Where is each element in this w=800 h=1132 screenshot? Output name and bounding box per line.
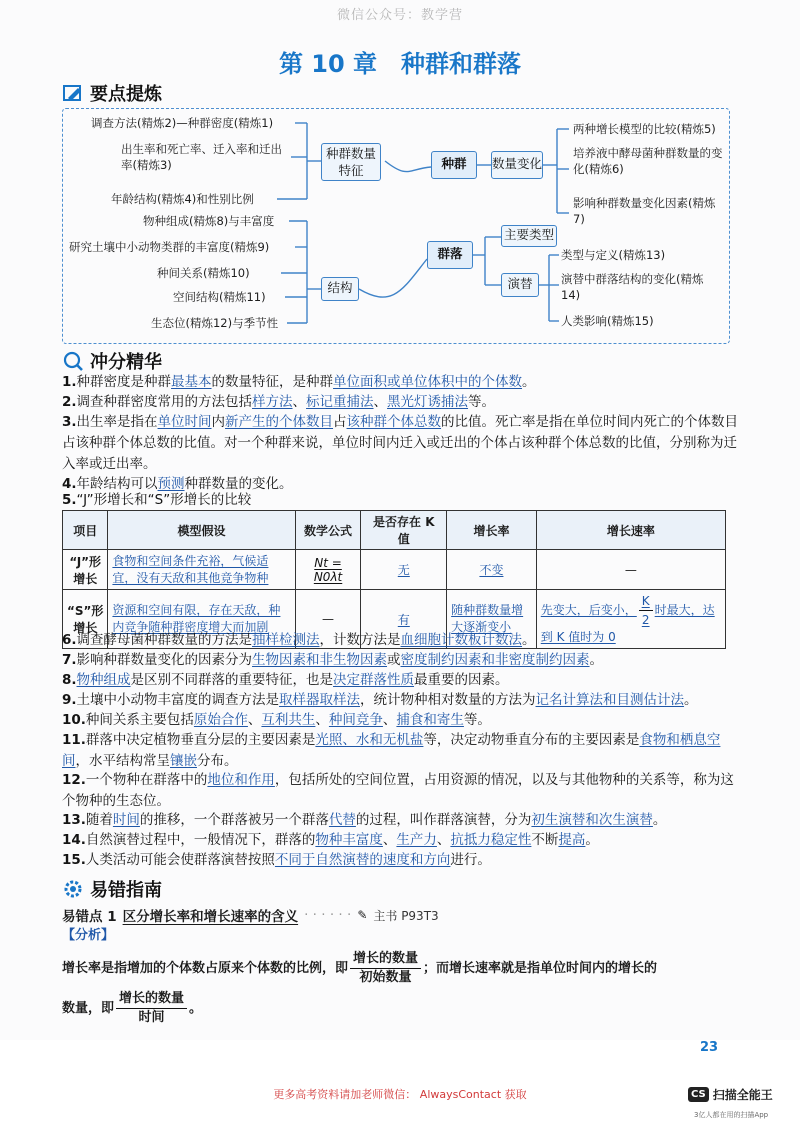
note-text: 自然演替过程中，一般情况下，群落的 xyxy=(85,832,316,848)
note-text: 。 xyxy=(589,652,604,668)
book-icon: ✎ xyxy=(357,908,368,922)
note-answer: 抗抵力稳定性 xyxy=(450,832,532,848)
note-num: 13. xyxy=(62,812,86,828)
table-cell: “J”形增长 xyxy=(63,550,108,590)
note-answer: 物种丰富度 xyxy=(315,832,383,848)
note-text: 的比值。死亡率是指在单位时间内死亡的个体数目占该种群个体总数的比值。对一个种群来说，单位时间内迁入或迁出的个体占该种群个体总数的比值，分别称为迁入率或迁出率。 xyxy=(62,414,739,472)
note-9 xyxy=(62,690,742,711)
note-text: 随着 xyxy=(85,812,113,828)
note-text: 等，决定动物垂直分布的主要因素是 xyxy=(423,732,640,748)
analysis-text: 。 xyxy=(189,1001,203,1016)
table-cell: — xyxy=(536,550,725,590)
note-text: 、 xyxy=(436,832,451,848)
note-2 xyxy=(62,392,742,413)
note-text: 的过程，叫作群落演替，分为 xyxy=(355,812,532,828)
note-answer: 食物和栖息空间 xyxy=(62,732,721,769)
note-text: 群落中决定植物垂直分层的主要因素是 xyxy=(85,732,316,748)
map-box-main-types: 主要类型 xyxy=(501,225,557,247)
note-text: 最重要的因素。 xyxy=(414,672,509,688)
section-sprint-title: 冲分精华 xyxy=(90,352,162,373)
note-text: 等。 xyxy=(468,394,496,410)
note-answer: 种间竞争 xyxy=(328,712,383,728)
note-text: 影响种群数量变化的因素分为 xyxy=(76,652,253,668)
table-answer: 食物和空间条件充裕，气候适宜，没有天敌和其他竞争物种 xyxy=(112,553,269,585)
fraction-denominator: 初始数量 xyxy=(359,970,412,985)
map-box-community: 群落 xyxy=(427,241,473,269)
note-14 xyxy=(62,830,742,851)
error-point-label: 易错点 1 xyxy=(62,909,117,925)
table-answer: 时最大，达到 K 值时为 0 xyxy=(540,603,715,644)
map-box-succession: 演替 xyxy=(501,273,539,297)
analysis-text: 增长率是指增加的个体数占原来个体数的比例，即 xyxy=(62,961,349,976)
note-7 xyxy=(62,650,742,671)
note-answer: 代替 xyxy=(328,812,356,828)
note-answer: 记名计算法和目测估计法 xyxy=(535,692,685,708)
table-header: 项目 xyxy=(63,511,108,550)
note-answer: 该种群个体总数 xyxy=(346,414,442,430)
note-num: 7. xyxy=(62,652,77,668)
table-header: 数学公式 xyxy=(295,511,361,550)
note-answer: 最基本 xyxy=(171,374,212,390)
section-errors-title: 易错指南 xyxy=(90,880,162,901)
note-answer: 地位和作用 xyxy=(207,772,275,788)
fraction-numerator: K xyxy=(639,592,653,611)
table-header: 增长速率 xyxy=(536,511,725,550)
note-10 xyxy=(62,710,742,731)
note-text: 一个物种在群落中的 xyxy=(85,772,208,788)
table-cell: “S”形增长 xyxy=(63,590,108,649)
error-point-title: 区分增长率和增长速率的含义 xyxy=(122,909,299,925)
note-13 xyxy=(62,810,742,831)
note-6 xyxy=(62,630,742,651)
note-answer: 镶嵌 xyxy=(170,753,197,769)
table-answer: 不变 xyxy=(479,563,504,577)
map-item-age: 年龄结构(精炼4)和性别比例 xyxy=(111,192,254,206)
note-answer: 决定群落性质 xyxy=(333,672,415,688)
note-answer: 提高 xyxy=(558,832,586,848)
note-text: 进行。 xyxy=(450,852,491,868)
scanner-subtitle: 3亿人都在用的扫描App xyxy=(694,1111,769,1119)
table-answer: 无 xyxy=(397,563,410,577)
note-num: 14. xyxy=(62,832,86,848)
note-text: 、 xyxy=(315,712,329,728)
map-item-composition: 物种组成(精炼8)与丰富度 xyxy=(143,214,275,228)
analysis-label: 【分析】 xyxy=(62,928,115,943)
note-text: 、 xyxy=(382,712,397,728)
dotted-leader: · · · · · · xyxy=(304,907,352,923)
note-answer: 样方法 xyxy=(252,394,293,410)
table-formula: Nt = N0λt xyxy=(313,555,343,584)
note-num: 5. xyxy=(62,492,77,508)
map-item-spatial: 空间结构(精炼11) xyxy=(173,290,266,304)
note-text: 。 xyxy=(585,832,599,848)
note-answer: 单位面积或单位体积中的个体数 xyxy=(333,374,523,390)
map-item-structure-change: 演替中群落结构的变化(精炼14) xyxy=(561,272,704,302)
map-item-yeast: 培养液中酵母菌种群数量的变化(精炼6) xyxy=(573,146,723,176)
note-answer: 密度制约因素和非密度制约因素 xyxy=(400,652,590,668)
concept-map xyxy=(62,108,730,344)
note-text: 调查种群密度常用的方法包括 xyxy=(76,394,253,410)
note-text: 调查酵母菌种群数量的方法是 xyxy=(76,632,253,648)
analysis-text: 数量，即 xyxy=(62,1001,115,1016)
note-text: ，包括所处的空间位置，占用资源的情况，以及与其他物种的关系等，称为这个物种的生态位。 xyxy=(62,772,734,809)
map-item-growth-models: 两种增长模型的比较(精炼5) xyxy=(573,122,716,136)
note-num: 4. xyxy=(62,476,77,492)
note-text: 种间关系主要包括 xyxy=(85,712,194,728)
note-text: 的数量特征，是种群 xyxy=(211,374,334,390)
note-answer: 标记重捕法 xyxy=(306,394,374,410)
note-num: 9. xyxy=(62,692,77,708)
note-num: 10. xyxy=(62,712,86,728)
gear-icon xyxy=(62,878,84,900)
page-number: 23 xyxy=(700,1040,719,1055)
note-text: 等。 xyxy=(463,712,491,728)
table-header-row xyxy=(63,511,726,550)
map-item-niche: 生态位(精炼12)与季节性 xyxy=(151,316,279,330)
map-item-interspecies: 种间关系(精炼10) xyxy=(157,266,250,280)
note-text: ，水平结构常呈 xyxy=(75,753,170,769)
note-text: 占 xyxy=(333,414,347,430)
note-answer: 捕食和寄生 xyxy=(396,712,464,728)
note-text: 或 xyxy=(387,652,401,668)
map-item-survey: 调查方法(精炼2)—种群密度(精炼1) xyxy=(91,116,274,130)
analysis-line-2 xyxy=(62,990,742,1027)
note-text: ，统计物种相对数量的方法为 xyxy=(360,692,536,708)
note-answer: 初生演替和次生演替 xyxy=(531,812,653,828)
growth-comparison-table xyxy=(62,510,726,649)
error-point-tag: 主书 P93T3 xyxy=(373,908,439,923)
table-cell xyxy=(361,550,447,590)
error-point-row xyxy=(62,905,439,925)
note-text: 、 xyxy=(382,832,397,848)
note-answer: 光照、水和无机盐 xyxy=(315,732,424,748)
note-text: 、 xyxy=(292,394,307,410)
note-num: 12. xyxy=(62,772,86,788)
note-5 xyxy=(62,490,742,511)
analysis-text: ；而增长速率就是指单位时间内的增长的 xyxy=(423,961,658,976)
table-answer: 先变大，后变小， xyxy=(540,603,637,617)
table-answer: 随种群数量增大逐渐变小 xyxy=(451,603,524,634)
note-11 xyxy=(62,730,742,772)
note-num: 6. xyxy=(62,632,77,648)
table-header: 增长率 xyxy=(447,511,537,550)
magnifier-icon xyxy=(62,350,84,372)
chapter-title: 第 10 章 种群和群落 xyxy=(278,50,522,78)
note-answer: 新产生的个体数目 xyxy=(225,414,334,430)
section-sprint xyxy=(62,348,162,374)
note-text: 是区别不同群落的重要特征，也是 xyxy=(130,672,334,688)
section-errors xyxy=(62,876,162,902)
scanner-name: 扫描全能王 xyxy=(712,1088,773,1102)
table-cell xyxy=(447,550,537,590)
analysis-line-1 xyxy=(62,950,742,987)
note-15 xyxy=(62,850,742,871)
note-text: 种群数量的变化。 xyxy=(184,476,293,492)
map-item-soil: 研究土壤中小动物类群的丰富度(精炼9) xyxy=(69,240,270,254)
map-box-population: 种群 xyxy=(431,151,477,179)
table-header: 模型假设 xyxy=(108,511,295,550)
note-answer: 互利共生 xyxy=(261,712,316,728)
note-answer: 取样器取样法 xyxy=(279,692,361,708)
note-answer: 单位时间 xyxy=(157,414,212,430)
map-box-quantity-change: 数量变化 xyxy=(491,151,543,179)
note-answer: 黑光灯诱捕法 xyxy=(387,394,469,410)
note-1 xyxy=(62,372,742,393)
note-answer: 原始合作 xyxy=(193,712,248,728)
note-12 xyxy=(62,770,742,812)
fraction-k-over-2 xyxy=(639,592,653,629)
watermark: 微信公众号：教学营 xyxy=(336,8,463,23)
fraction-growth-speed xyxy=(116,990,187,1027)
note-text: 、 xyxy=(247,712,262,728)
footer-note: 更多高考资料请加老师微信： AlwaysContact 获取 xyxy=(273,1088,527,1101)
note-text: 、 xyxy=(373,394,388,410)
note-text: 分布。 xyxy=(197,753,238,769)
table-cell xyxy=(295,550,361,590)
fraction-denominator: 时间 xyxy=(138,1010,165,1025)
note-answer: 预测 xyxy=(157,476,185,492)
note-num: 1. xyxy=(62,374,77,390)
note-text: “J”形增长和“S”形增长的比较 xyxy=(76,492,252,508)
fraction-numerator: 增长的数量 xyxy=(350,950,421,969)
note-answer: 生物因素和非生物因素 xyxy=(252,652,388,668)
table-cell: — xyxy=(295,590,361,649)
note-text: 。 xyxy=(522,374,536,390)
note-answer: 时间 xyxy=(112,812,140,828)
scanner-badge: CS xyxy=(688,1087,709,1102)
map-item-factors: 影响种群数量变化因素(精炼7) xyxy=(573,196,716,226)
map-item-human: 人类影响(精炼15) xyxy=(561,314,654,328)
note-num: 2. xyxy=(62,394,77,410)
table-answer: 资源和空间有限，存在天敌，种内竞争随种群密度增大而加剧 xyxy=(112,603,281,634)
table-header: 是否存在 K 值 xyxy=(361,511,447,550)
note-num: 11. xyxy=(62,732,86,748)
note-8 xyxy=(62,670,742,691)
note-text: 。 xyxy=(522,632,536,648)
note-text: 种群密度是种群 xyxy=(76,374,172,390)
note-text: 人类活动可能会使群落演替按照 xyxy=(85,852,275,868)
note-text: 出生率是指在 xyxy=(76,414,158,430)
map-box-features: 种群数量特征 xyxy=(321,143,381,181)
note-answer: 血细胞计数板计数法 xyxy=(400,632,523,648)
pen-icon xyxy=(62,82,84,104)
map-item-types: 类型与定义(精炼13) xyxy=(561,248,666,262)
note-answer: 生产力 xyxy=(396,832,437,848)
fraction-growth-rate xyxy=(350,950,421,987)
table-row xyxy=(63,550,726,590)
note-num: 15. xyxy=(62,852,86,868)
note-answer: 物种组成 xyxy=(76,672,131,688)
note-text: 内 xyxy=(211,414,226,430)
map-item-rates: 出生率和死亡率、迁入率和迁出率(精炼3) xyxy=(121,142,282,172)
note-num: 8. xyxy=(62,672,77,688)
note-text: 土壤中小动物丰富度的调查方法是 xyxy=(76,692,280,708)
note-text: 。 xyxy=(684,692,698,708)
fraction-numerator: 增长的数量 xyxy=(116,990,187,1009)
note-3 xyxy=(62,412,742,475)
map-box-structure: 结构 xyxy=(321,277,359,301)
note-text: 年龄结构可以 xyxy=(76,476,158,492)
table-cell xyxy=(108,550,295,590)
note-text: 。 xyxy=(652,812,667,828)
scanner-logo xyxy=(688,1086,773,1103)
note-text: 的推移，一个群落被另一个群落 xyxy=(139,812,329,828)
section-key-points xyxy=(62,80,162,106)
section-key-points-title: 要点提炼 xyxy=(90,84,162,105)
note-answer: 抽样检测法 xyxy=(252,632,320,648)
note-num: 3. xyxy=(62,414,77,430)
note-text: 不断 xyxy=(531,832,559,848)
fraction-denominator: 2 xyxy=(641,613,650,627)
note-answer: 不同于自然演替的速度和方向 xyxy=(274,852,451,868)
table-answer: 有 xyxy=(397,612,410,627)
note-text: ，计数方法是 xyxy=(319,632,401,648)
